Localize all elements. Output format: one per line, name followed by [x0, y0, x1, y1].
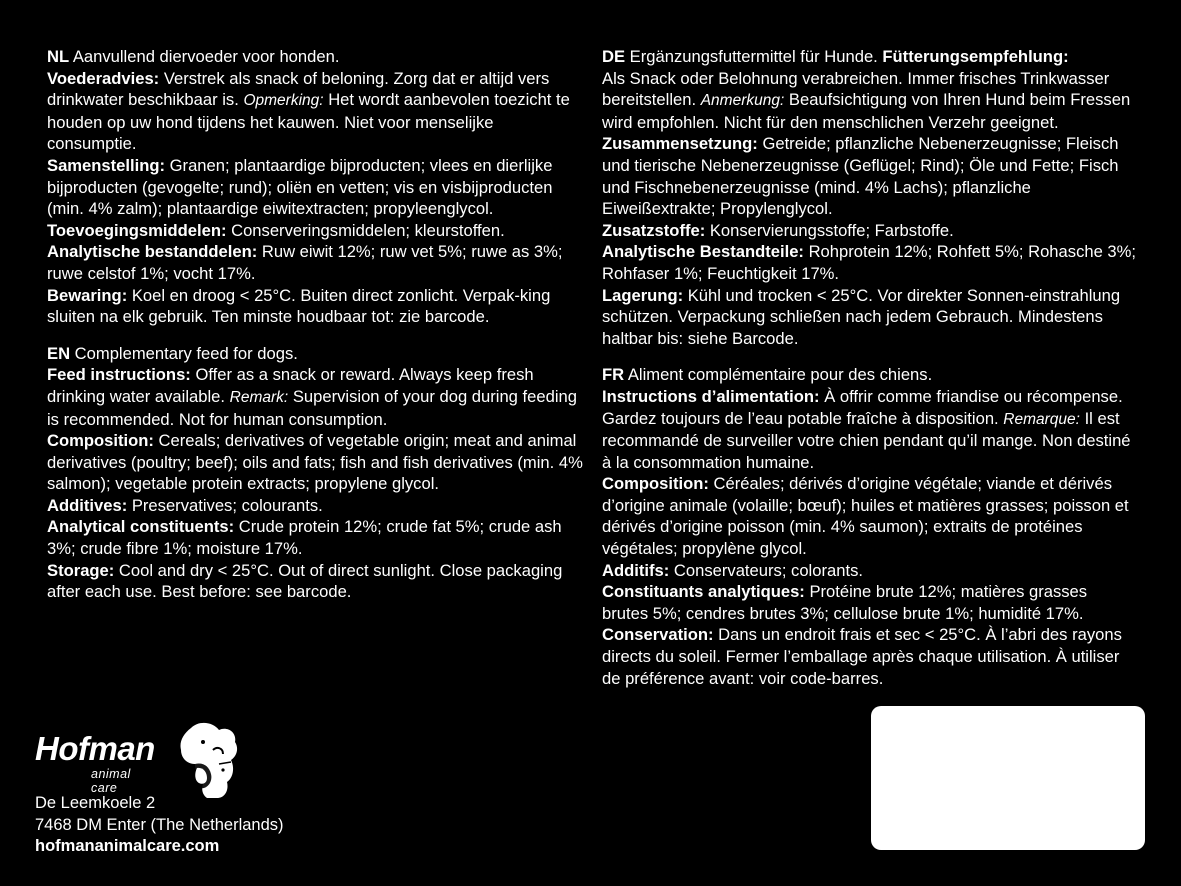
nl-additives-label: Toevoegingsmiddelen:: [47, 220, 227, 240]
en-analytical-text: Crude protein 12%; crude fat 5%; crude ash 3%; crude fibre 1%; moisture 17%.: [47, 517, 562, 559]
fr-remark-text: Il est recommandé de surveiller votre chien pendant qu’il mange. Non destiné à la consommation humaine.: [602, 408, 1131, 472]
de-additives-text: Konservierungsstoffe; Farbstoffe.: [705, 220, 954, 240]
de-remark-text: Beaufsichtigung von Ihren Hund beim Fressen wird empfohlen. Nicht für den menschlichen Verzehr geeignet.: [602, 90, 1131, 132]
nl-analytical-text: Ruw eiwit 12%; ruw vet 5%; ruwe as 3%; ruwe celstof 1%; vocht 17%.: [47, 242, 563, 283]
en-additives-label: Additives:: [47, 495, 128, 515]
en-storage-text: Cool and dry < 25°C. Out of direct sunlight. Close packaging after each use. Best before: see barcode.: [47, 560, 563, 602]
nl-intro: Aanvullend diervoeder voor honden.: [69, 47, 340, 66]
section-nl: [47, 46, 587, 328]
nl-composition-text: Granen; plantaardige bijproducten; vlees en dierlijke bijproducten (gevogelte; rund); oliën en vetten; vis en visbijproducten (min. 4% zalm); plantaardige eiwitextracten; propyleenglycol.: [47, 155, 553, 219]
nl-feed-text: Verstrek als snack of beloning. Zorg dat er altijd vers drinkwater beschikbaar is.: [47, 68, 550, 110]
fr-remark-label: Remarque:: [1003, 410, 1080, 428]
fr-feed-text: À offrir comme friandise ou récompense. Gardez toujours de l’eau potable fraîche à disposition.: [602, 386, 1123, 428]
section-fr: [602, 364, 1137, 689]
nl-storage-text: Koel en droog < 25°C. Buiten direct zonlicht. Verpak-king sluiten na elk gebruik. Ten minste houdbaar tot: zie barcode.: [47, 285, 551, 327]
en-composition-label: Composition:: [47, 431, 154, 451]
company-address: [35, 793, 284, 858]
en-remark-text: Supervision of your dog during feeding is recommended. Not for human consumption.: [47, 386, 577, 429]
address-line-2: 7468 DM Enter (The Netherlands): [35, 815, 284, 834]
lang-code-de: DE: [602, 47, 626, 66]
brand-name: Hofman: [35, 730, 155, 767]
nl-composition-label: Samenstelling:: [47, 155, 166, 175]
right-column: [602, 46, 1137, 704]
fr-composition-label: Composition:: [602, 474, 709, 494]
en-analytical-label: Analytical constituents:: [47, 517, 235, 537]
nl-analytical-label: Analytische bestanddelen:: [47, 242, 258, 262]
en-remark-label: Remark:: [229, 388, 289, 406]
de-analytical-label: Analytische Bestandteile:: [602, 242, 804, 262]
de-feed-label: Fütterungsempfehlung:: [882, 47, 1069, 66]
nl-remark-text: Het wordt aanbevolen toezicht te houden op uw hond tijdens het kauwen. Niet voor menselijke consumptie.: [47, 90, 570, 154]
fr-analytical-text: Protéine brute 12%; matières grasses brutes 5%; cendres brutes 3%; cellulose brute 1%; humidité 17%.: [602, 582, 1088, 623]
nl-remark-label: Opmerking:: [243, 92, 324, 110]
fr-feed-label: Instructions d’alimentation:: [602, 386, 820, 406]
fr-additives-text: Conservateurs; colorants.: [669, 560, 863, 580]
fr-additives-label: Additifs:: [602, 560, 670, 580]
website-link[interactable]: hofmananimalcare.com: [35, 837, 220, 856]
address-line-1: De Leemkoele 2: [35, 794, 156, 812]
en-intro: Complementary feed for dogs.: [70, 343, 298, 363]
nl-additives-text: Conserveringsmiddelen; kleurstoffen.: [226, 220, 505, 240]
nl-feed-label: Voederadvies:: [47, 68, 160, 88]
lang-code-en: EN: [47, 343, 71, 363]
en-additives-text: Preservatives; colourants.: [127, 495, 323, 515]
de-storage-label: Lagerung:: [602, 285, 684, 305]
fr-storage-label: Conservation:: [602, 625, 714, 645]
de-remark-label: Anmerkung:: [700, 92, 785, 110]
en-storage-label: Storage:: [47, 560, 115, 580]
de-composition-text: Getreide; pflanzliche Nebenerzeugnisse; Fleisch und tierische Nebenerzeugnisse (Geflügel; Rind); Öle und Fette; Fisch und Fischnebenerzeugnisse (mind. 4% Lachs); pflanzliche Eiweißextrakte; Propylenglycol.: [602, 134, 1119, 219]
nl-storage-label: Bewaring:: [47, 285, 128, 305]
lang-code-nl: NL: [47, 47, 70, 66]
fr-intro: Aliment complémentaire pour des chiens.: [624, 365, 933, 385]
de-additives-label: Zusatzstoffe:: [602, 220, 706, 240]
dog-cat-logo-icon: [173, 720, 245, 802]
en-feed-text: Offer as a snack or reward. Always keep fresh drinking water available.: [47, 365, 534, 406]
section-de: [602, 46, 1137, 349]
fr-composition-text: Céréales; dérivés d’origine végétale; viande et dérivés d’origine animale (volaille; bœuf); huiles et matières grasses; poisson et dérivés d’origine poisson (min. 4% saumon); extraits de protéines végétales; propylène glycol.: [602, 474, 1129, 559]
en-composition-text: Cereals; derivatives of vegetable origin; meat and animal derivatives (poultry; beef); oils and fats; fish and fish derivatives (min. 4% salmon); vegetable protein extracts; propylene glycol.: [47, 431, 583, 494]
de-intro: Ergänzungsfuttermittel für Hunde.: [625, 47, 883, 66]
de-composition-label: Zusammensetzung:: [602, 134, 758, 154]
de-storage-text: Kühl und trocken < 25°C. Vor direkter Sonnen-einstrahlung schützen. Verpackung schließen nach jedem Gebrauch. Mindestens haltbar bis: siehe Barcode.: [602, 285, 1121, 348]
de-analytical-text: Rohprotein 12%; Rohfett 5%; Rohasche 3%; Rohfaser 1%; Feuchtigkeit 17%.: [602, 242, 1137, 283]
de-feed-text: Als Snack oder Belohnung verabreichen. Immer frisches Trinkwasser bereitstellen.: [602, 68, 1110, 110]
lang-code-fr: FR: [602, 365, 625, 385]
brand-tagline: animal care: [91, 767, 131, 795]
left-column: [47, 46, 587, 618]
fr-analytical-label: Constituants analytiques:: [602, 582, 805, 602]
barcode-area: [871, 706, 1145, 850]
fr-storage-text: Dans un endroit frais et sec < 25°C. À l’abri des rayons directs du soleil. Fermer l’emballage après chaque utilisation. À utiliser de préférence avant: voir code-barres.: [602, 625, 1122, 688]
en-feed-label: Feed instructions:: [47, 365, 191, 385]
section-en: [47, 343, 587, 603]
